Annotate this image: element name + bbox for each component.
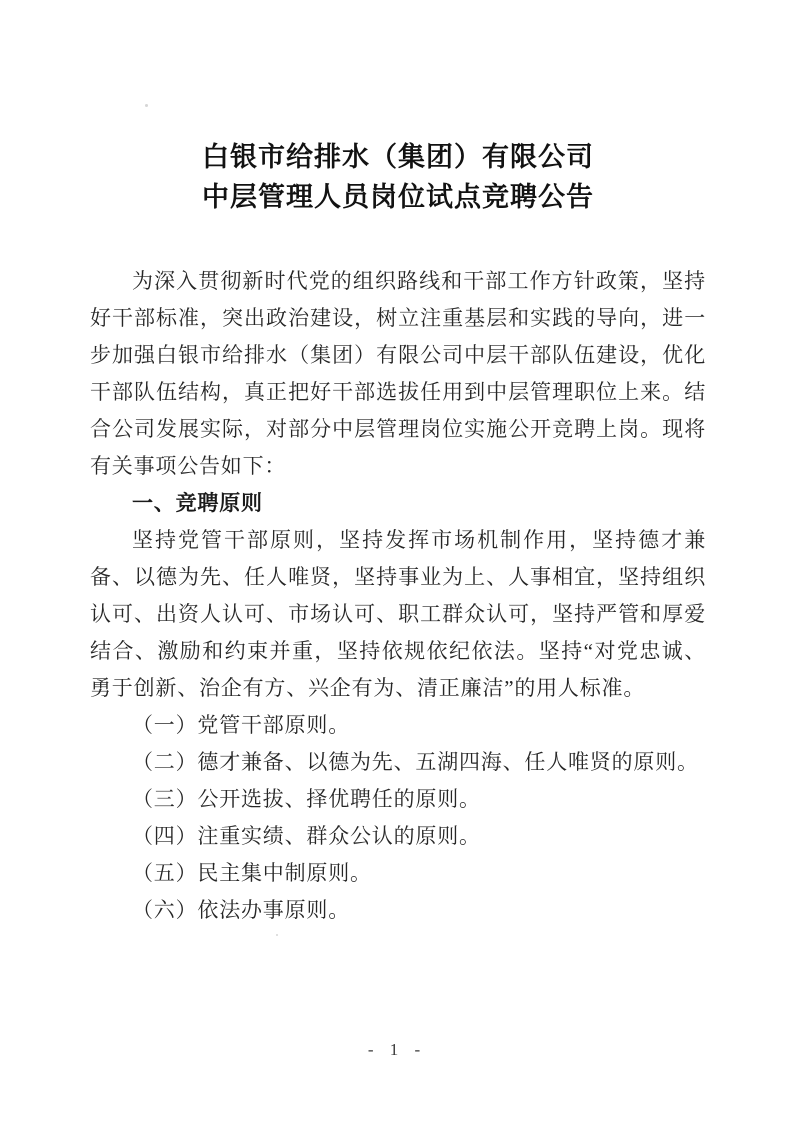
scan-speck-artifact	[276, 934, 278, 936]
list-item-3: （三）公开选拔、择优聘任的原则。	[132, 787, 481, 811]
document-body	[90, 263, 706, 929]
list-item-6: （六）依法办事原则。	[132, 898, 350, 922]
principles-paragraph: 坚持党管干部原则，坚持发挥市场机制作用，坚持德才兼备、以德为先、任人唯贤，坚持事业为上、人事相宜，坚持组织认可、出资人认可、市场认可、职工群众认可，坚持严管和厚爱结合、激励和约束并重，坚持依规依纪依法。坚持“对党忠诚、勇于创新、治企有方、兴企有为、清正廉洁”的用人标准。	[90, 528, 706, 700]
list-item-4: （四）注重实绩、群众公认的原则。	[132, 824, 481, 848]
principles-list	[90, 707, 706, 929]
list-item-1: （一）党管干部原则。	[132, 713, 350, 737]
list-item-5: （五）民主集中制原则。	[132, 861, 372, 885]
intro-paragraph: 为深入贯彻新时代党的组织路线和干部工作方针政策，坚持好干部标准，突出政治建设，树立注重基层和实践的导向，进一步加强白银市给排水（集团）有限公司中层干部队伍建设，优化干部队伍结构，真正把好干部选拔任用到中层管理职位上来。结合公司发展实际，对部分中层管理岗位实施公开竞聘上岗。现将有关事项公告如下：	[90, 269, 706, 478]
section-heading-principles: 一、竞聘原则	[132, 492, 263, 515]
title-line-2: 中层管理人员岗位试点竞聘公告	[202, 182, 594, 212]
list-item-2: （二）德才兼备、以德为先、五湖四海、任人唯贤的原则。	[132, 750, 699, 774]
document-content	[90, 0, 706, 929]
page-number: - 1 -	[367, 1040, 427, 1059]
page-footer	[0, 1040, 794, 1060]
document-title	[90, 137, 706, 217]
title-line-1: 白银市给排水（集团）有限公司	[202, 142, 594, 172]
